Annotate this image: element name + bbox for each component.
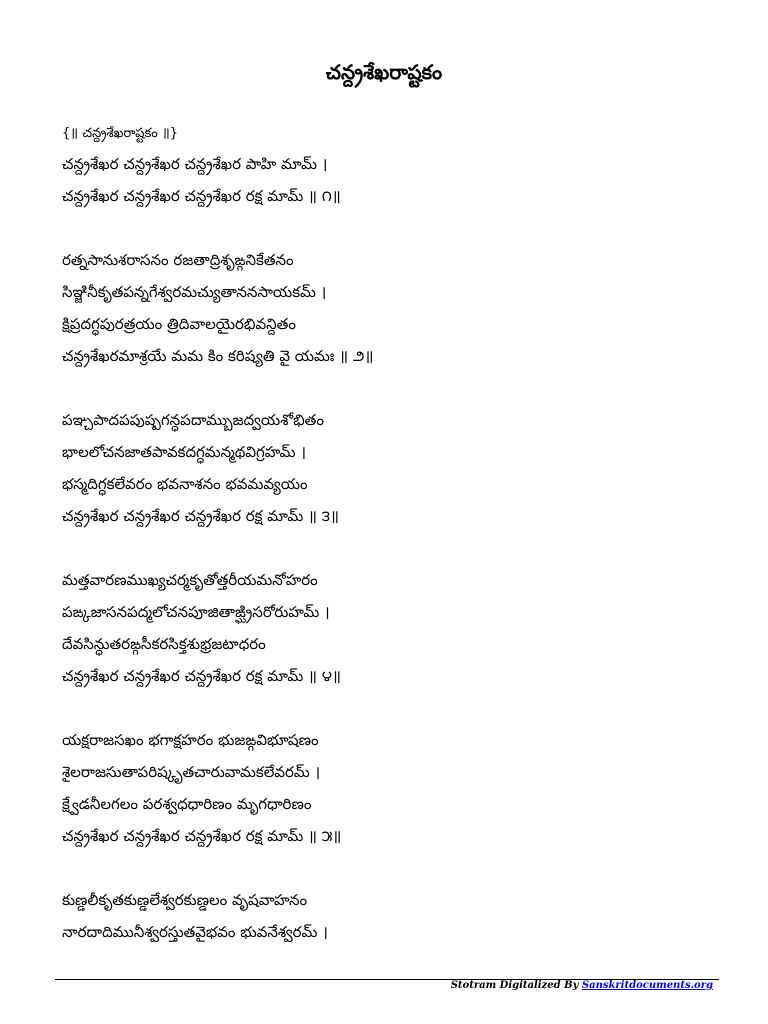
header-line: {॥ చన్ద్రశేఖరాష్టకం ॥} — [62, 126, 179, 141]
verse-line: భాలలోచనజాతపావకదగ్ధమన్మథవిగ్రహమ్ । — [62, 443, 307, 461]
verse-line: మత్తవారణముఖ్యచర్మకృతోత్తరీయమనోహరం — [62, 571, 318, 589]
verse-line: పఞ్చపాదపపుష్పగన్ధపదామ్బుజద్వయశోభితం — [62, 411, 324, 429]
stotram-body — [62, 120, 722, 948]
stanza-gap — [62, 212, 722, 244]
footer-prefix: Stotram Digitalized By — [450, 980, 582, 991]
verse-line: రత్నసానుశరాసనం రజతాద్రిశృఙ్గనికేతనం — [62, 251, 294, 269]
verse-line: చన్ద్రశేఖర చన్ద్రశేఖర చన్ద్రశేఖర రక్ష మామ్ ॥ ౧॥ — [62, 187, 341, 205]
verse-line: సిఞ్జినీకృతపన్నగేశ్వరమచ్యుతాననసాయకమ్ । — [62, 283, 327, 301]
verse-line: యక్షరాజసఖం భగాక్షహరం భుజఙ్గవిభూషణం — [62, 731, 319, 749]
verse-line: క్షిప్రదగ్ధపురత్రయం త్రిదివాలయైరభివన్దితం — [62, 315, 296, 333]
verse-line: చన్ద్రశేఖర చన్ద్రశేఖర చన్ద్రశేఖర రక్ష మామ్ ॥ ౫॥ — [62, 827, 342, 845]
footer-credit — [451, 980, 713, 991]
sanskritdocuments-link[interactable]: Sanskritdocuments.org — [581, 980, 713, 991]
verse-line: కుణ్డలీకృతకుణ్డలేశ్వరకుణ్డలం వృషవాహనం — [62, 891, 308, 909]
stanza-gap — [62, 532, 722, 564]
verse-line: దేవసిన్ధుతరఙ్గసీకరసిక్తశుభ్రజటాధరం — [62, 635, 266, 653]
verse-line: పఙ్కజాసనపద్మలోచనపూజితాఙ్ఘ్రిసరోరుహమ్ । — [62, 603, 330, 621]
page-title: చన్ద్రశేఖరాష్టకం — [325, 60, 443, 84]
verse-line: చన్ద్రశేఖర చన్ద్రశేఖర చన్ద్రశేఖర రక్ష మామ్ ॥ ౩॥ — [62, 507, 339, 525]
verse-line: చన్ద్రశేఖర చన్ద్రశేఖర చన్ద్రశేఖర రక్ష మామ్ ॥ ౪॥ — [62, 667, 342, 685]
verse-line: చన్ద్రశేఖర చన్ద్రశేఖర చన్ద్రశేఖర పాహి మామ్ । — [62, 155, 328, 173]
verse-line: చన్ద్రశేఖరమాశ్రయే మమ కిం కరిష్యతి వై యమః ॥ ౨॥ — [62, 347, 374, 365]
verse-line: శైలరాజసుతాపరిష్కృతచారువామకలేవరమ్ । — [62, 763, 321, 781]
verse-line: భస్మదిగ్ధకలేవరం భవనాశనం భవమవ్యయం — [62, 475, 308, 493]
stanza-gap — [62, 372, 722, 404]
verse-line: క్ష్వేడనీలగలం పరశ్వధధారిణం మృగధారిణం — [62, 795, 312, 813]
stanza-gap — [62, 852, 722, 884]
verse-line: నారదాదిమునీశ్వరస్తుతవైభవం భువనేశ్వరమ్ । — [62, 923, 328, 941]
stanza-gap — [62, 692, 722, 724]
